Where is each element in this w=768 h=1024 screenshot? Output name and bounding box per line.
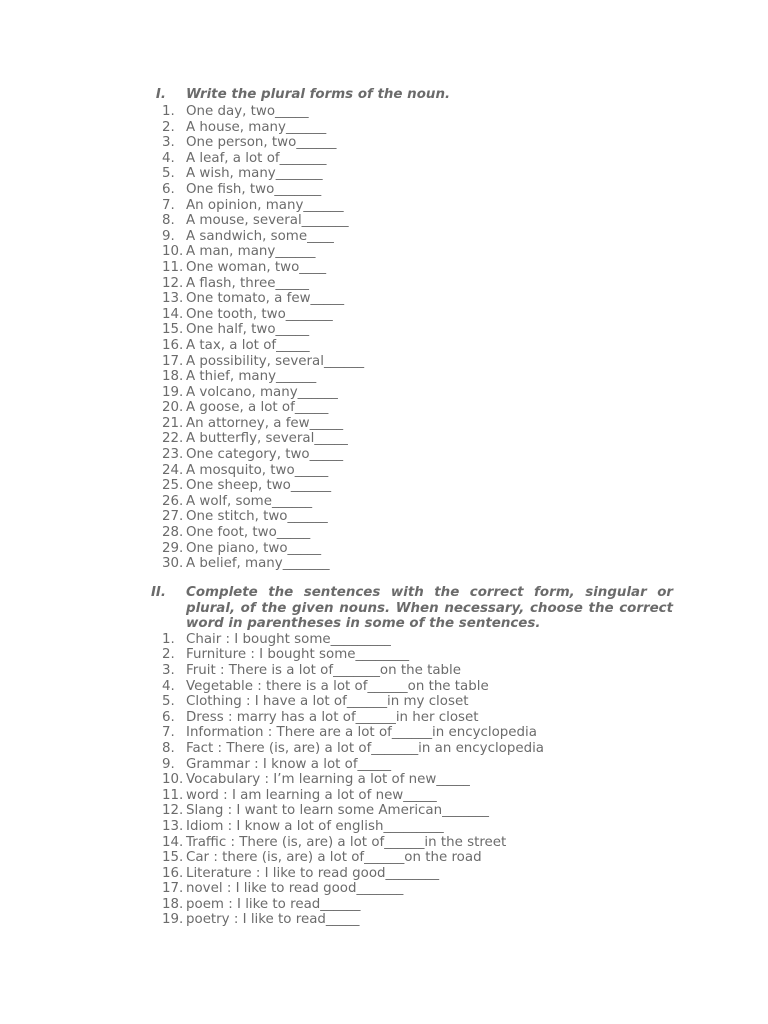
item-text: A house, many______ — [186, 119, 327, 135]
list-item — [0, 385, 768, 401]
item-text: Grammar : I know a lot of_____ — [186, 756, 392, 772]
item-number: 8. — [162, 213, 175, 229]
item-text: A leaf, a lot of_______ — [186, 150, 327, 166]
item-number: 25. — [162, 478, 184, 494]
item-text: Chair : I bought some_________ — [186, 631, 391, 647]
item-number: 20. — [162, 400, 184, 416]
list-item — [0, 120, 768, 136]
list-item — [0, 494, 768, 510]
item-text: Literature : I like to read good________ — [186, 865, 440, 881]
section-heading — [0, 584, 768, 632]
section-numeral: I. — [155, 87, 166, 102]
item-number: 24. — [162, 462, 184, 478]
item-number: 16. — [162, 337, 184, 353]
list-item — [0, 291, 768, 307]
item-number: 13. — [162, 818, 184, 834]
item-text: Fruit : There is a lot of_______on the table — [186, 662, 462, 678]
item-text: Clothing : I have a lot of______in my closet — [186, 694, 469, 710]
item-number: 1. — [162, 104, 175, 119]
item-number: 18. — [162, 369, 184, 385]
item-number: 18. — [162, 896, 184, 912]
item-text: A tax, a lot of_____ — [186, 337, 310, 353]
item-text: An attorney, a few_____ — [186, 415, 344, 431]
list-item — [0, 447, 768, 463]
section-heading — [0, 86, 768, 104]
exercise-list — [0, 632, 768, 928]
list-item — [0, 741, 768, 757]
list-item — [0, 338, 768, 354]
item-number: 13. — [162, 291, 184, 307]
item-number: 8. — [162, 740, 175, 756]
item-number: 12. — [162, 275, 184, 291]
item-number: 9. — [162, 228, 175, 244]
item-text: One piano, two_____ — [186, 540, 322, 556]
list-item — [0, 710, 768, 726]
list-item — [0, 166, 768, 182]
item-number: 27. — [162, 509, 184, 525]
list-item — [0, 369, 768, 385]
list-item — [0, 912, 768, 928]
list-item — [0, 679, 768, 695]
item-number: 5. — [162, 694, 175, 710]
item-text: Vocabulary : I’m learning a lot of new_____ — [186, 772, 470, 788]
section-numeral: II. — [150, 585, 166, 600]
item-number: 1. — [162, 631, 175, 647]
list-item — [0, 431, 768, 447]
list-item — [0, 463, 768, 479]
item-text: word : I am learning a lot of new_____ — [186, 787, 437, 803]
item-text: One fish, two_______ — [186, 181, 322, 197]
item-text: One foot, two_____ — [186, 525, 311, 541]
item-number: 15. — [162, 322, 184, 338]
item-number: 3. — [162, 662, 175, 678]
list-item — [0, 556, 768, 572]
list-item — [0, 307, 768, 323]
list-item — [0, 244, 768, 260]
item-number: 15. — [162, 850, 184, 866]
item-number: 26. — [162, 493, 184, 509]
item-text: Traffic : There (is, are) a lot of______in the street — [186, 834, 507, 850]
list-item — [0, 694, 768, 710]
item-text: One woman, two____ — [186, 259, 327, 275]
list-item — [0, 632, 768, 648]
exercise-list — [0, 104, 768, 572]
item-number: 7. — [162, 725, 175, 741]
item-text: A wolf, some______ — [186, 493, 313, 509]
item-text: novel : I like to read good_______ — [186, 881, 404, 897]
list-item — [0, 541, 768, 557]
list-item — [0, 322, 768, 338]
item-text: One person, two______ — [186, 135, 337, 151]
section-instruction: Write the plural forms of the noun. — [186, 87, 451, 102]
list-item — [0, 198, 768, 214]
item-text: An opinion, many______ — [186, 197, 344, 213]
list-item — [0, 881, 768, 897]
item-text: One category, two_____ — [186, 447, 344, 463]
list-item — [0, 478, 768, 494]
item-text: A thief, many______ — [186, 369, 317, 385]
item-text: Information : There are a lot of______in encyclopedia — [186, 725, 537, 741]
item-number: 10. — [162, 244, 184, 260]
list-item — [0, 725, 768, 741]
list-item — [0, 400, 768, 416]
list-item — [0, 182, 768, 198]
item-number: 5. — [162, 166, 175, 182]
item-number: 6. — [162, 709, 175, 725]
item-text: Slang : I want to learn some American_______ — [186, 803, 489, 819]
item-text: Dress : marry has a lot of______in her closet — [186, 709, 479, 725]
item-text: poetry : I like to read_____ — [186, 912, 360, 928]
item-number: 11. — [162, 787, 184, 803]
item-text: One stitch, two______ — [186, 509, 328, 525]
item-number: 3. — [162, 135, 175, 151]
item-text: One tomato, a few_____ — [186, 291, 345, 307]
item-number: 7. — [162, 197, 175, 213]
item-number: 9. — [162, 756, 175, 772]
list-item — [0, 260, 768, 276]
list-item — [0, 772, 768, 788]
item-number: 16. — [162, 865, 184, 881]
list-item — [0, 803, 768, 819]
list-item — [0, 835, 768, 851]
item-number: 23. — [162, 447, 184, 463]
item-text: A mouse, several_______ — [186, 213, 349, 229]
item-number: 29. — [162, 540, 184, 556]
list-item — [0, 663, 768, 679]
list-item — [0, 819, 768, 835]
item-text: Car : there (is, are) a lot of______on the road — [186, 850, 482, 866]
section-plural-forms — [0, 86, 768, 572]
item-text: Furniture : I bought some________ — [186, 647, 410, 663]
item-number: 17. — [162, 353, 184, 369]
list-item — [0, 416, 768, 432]
item-number: 2. — [162, 647, 175, 663]
item-text: A butterfly, several_____ — [186, 431, 348, 447]
item-number: 4. — [162, 150, 175, 166]
list-item — [0, 647, 768, 663]
item-text: A possibility, several______ — [186, 353, 365, 369]
item-number: 21. — [162, 415, 184, 431]
item-text: A belief, many_______ — [186, 556, 330, 572]
list-item — [0, 229, 768, 245]
item-text: Vegetable : there is a lot of______on the table — [186, 678, 489, 694]
list-item — [0, 866, 768, 882]
item-text: A volcano, many______ — [186, 384, 338, 400]
list-item — [0, 757, 768, 773]
list-item — [0, 897, 768, 913]
list-item — [0, 276, 768, 292]
item-number: 2. — [162, 119, 175, 135]
item-number: 12. — [162, 803, 184, 819]
item-number: 14. — [162, 834, 184, 850]
item-number: 6. — [162, 181, 175, 197]
item-number: 10. — [162, 772, 184, 788]
list-item — [0, 135, 768, 151]
list-item — [0, 104, 768, 120]
list-item — [0, 151, 768, 167]
item-text: A man, many______ — [186, 244, 316, 260]
item-text: A wish, many_______ — [186, 166, 323, 182]
item-text: Fact : There (is, are) a lot of_______in an encyclopedia — [186, 740, 545, 756]
item-number: 14. — [162, 306, 184, 322]
item-text: One sheep, two______ — [186, 478, 332, 494]
item-number: 19. — [162, 384, 184, 400]
item-number: 28. — [162, 525, 184, 541]
item-text: poem : I like to read______ — [186, 896, 361, 912]
item-text: One tooth, two_______ — [186, 306, 333, 322]
item-text: One day, two_____ — [186, 104, 309, 119]
list-item — [0, 509, 768, 525]
item-number: 17. — [162, 881, 184, 897]
item-text: A flash, three_____ — [186, 275, 309, 291]
item-text: A sandwich, some____ — [186, 228, 334, 244]
item-number: 4. — [162, 678, 175, 694]
section-complete-sentences — [0, 584, 768, 928]
section-instruction: Complete the sentences with the correct form, singular or plural, of the given nouns. When necessary, choose the correct word in parentheses in some of the sentences. — [186, 585, 673, 632]
item-text: A goose, a lot of_____ — [186, 400, 329, 416]
item-text: One half, two_____ — [186, 322, 310, 338]
list-item — [0, 213, 768, 229]
item-number: 19. — [162, 912, 184, 928]
list-item — [0, 354, 768, 370]
item-text: Idiom : I know a lot of english_________ — [186, 818, 444, 834]
item-text: A mosquito, two_____ — [186, 462, 329, 478]
list-item — [0, 788, 768, 804]
item-number: 22. — [162, 431, 184, 447]
item-number: 30. — [162, 556, 184, 572]
list-item — [0, 525, 768, 541]
item-number: 11. — [162, 259, 184, 275]
list-item — [0, 850, 768, 866]
